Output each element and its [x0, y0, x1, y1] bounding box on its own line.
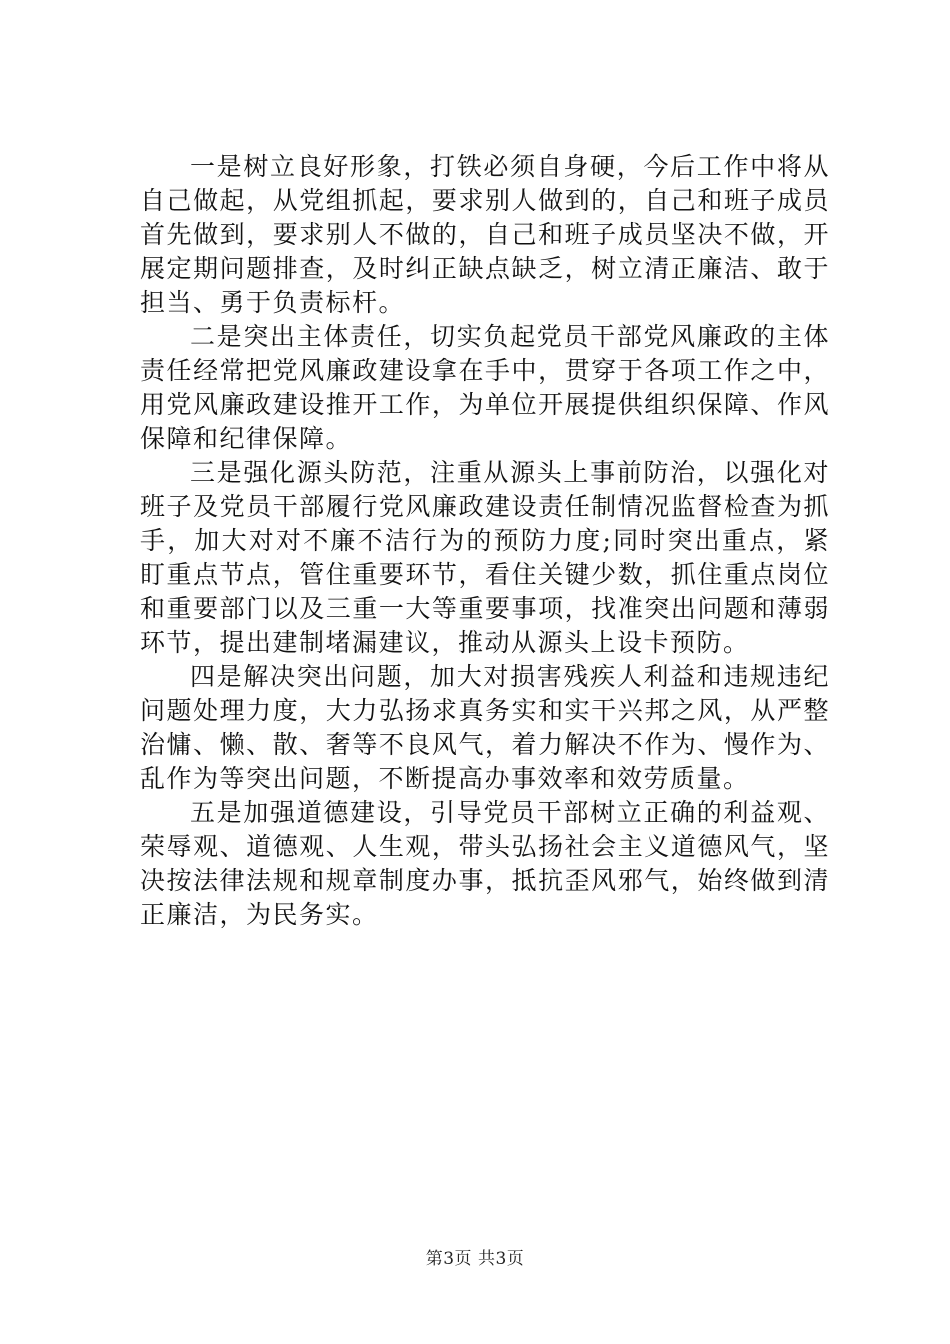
- document-body: [140, 150, 830, 932]
- paragraph-3: 三是强化源头防范，注重从源头上事前防治，以强化对班子及党员干部履行党风廉政建设责任制情况监督检查为抓手，加大对对不廉不洁行为的预防力度;同时突出重点，紧盯重点节点，管住重要环节，看住关键少数，抓住重点岗位和重要部门以及三重一大等重要事项，找准突出问题和薄弱环节，提出建制堵漏建议，推动从源头上设卡预防。: [140, 458, 830, 657]
- paragraph-4: 四是解决突出问题，加大对损害残疾人利益和违规违纪问题处理力度，大力弘扬求真务实和实干兴邦之风，从严整治慵、懒、散、奢等不良风气，着力解决不作为、慢作为、乱作为等突出问题，不断提高办事效率和效劳质量。: [140, 662, 830, 793]
- paragraph-2: 二是突出主体责任，切实负起党员干部党风廉政的主体责任经常把党风廉政建设拿在手中，贯穿于各项工作之中，用党风廉政建设推开工作，为单位开展提供组织保障、作风保障和纪律保障。: [140, 322, 830, 453]
- paragraph-5: 五是加强道德建设，引导党员干部树立正确的利益观、荣辱观、道德观、人生观，带头弘扬社会主义道德风气，坚决按法律法规和规章制度办事，抵抗歪风邪气，始终做到清正廉洁，为民务实。: [140, 798, 830, 929]
- paragraph-1: 一是树立良好形象，打铁必须自身硬，今后工作中将从自己做起，从党组抓起，要求别人做到的，自己和班子成员首先做到，要求别人不做的，自己和班子成员坚决不做，开展定期问题排查，及时纠正缺点缺乏，树立清正廉洁、敢于担当、勇于负责标杆。: [140, 152, 830, 317]
- page-footer: 第3页 共3页: [425, 1249, 525, 1269]
